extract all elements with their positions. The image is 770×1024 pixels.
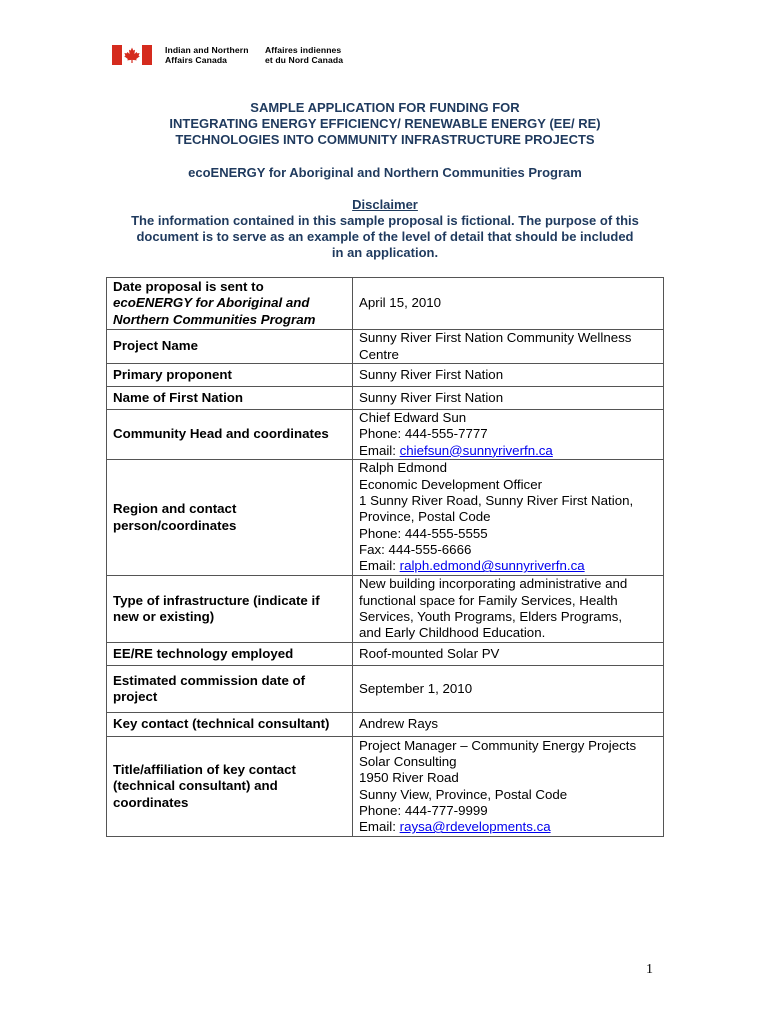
table-row [107, 643, 664, 666]
email-link[interactable]: ralph.edmond@sunnyriverfn.ca [399, 558, 585, 574]
row-value: April 15, 2010 [353, 278, 664, 330]
row-label: Primary proponent [107, 364, 353, 387]
canada-flag-icon [112, 45, 152, 65]
title-line: TECHNOLOGIES INTO COMMUNITY INFRASTRUCTURE PROJECTS [175, 132, 595, 148]
row-value: Ralph Edmond Economic Development Officer 1 Sunny River Road, Sunny River First Nation, Province, Postal Code Phone: 444-555-5555 Fax: 444-555-6666 Email: ralph.edmond@sunnyriverfn.ca [353, 460, 664, 576]
row-label: Type of infrastructure (indicate if new or existing) [107, 576, 353, 643]
row-value: Sunny River First Nation [353, 387, 664, 410]
row-value: September 1, 2010 [353, 666, 664, 713]
document-title-block [80, 100, 690, 261]
title-line: INTEGRATING ENERGY EFFICIENCY/ RENEWABLE ENERGY (EE/ RE) [169, 116, 601, 132]
department-name-french: Affaires indiennes et du Nord Canada [265, 45, 344, 65]
disclaimer-text: The information contained in this sample proposal is fictional. The purpose of this [131, 212, 639, 228]
row-value: Sunny River First Nation Community Wellness Centre [353, 330, 664, 364]
table-row [107, 330, 664, 364]
row-value: Project Manager – Community Energy Projects Solar Consulting 1950 River Road Sunny View, Province, Postal Code Phone: 444-777-9999 Email: raysa@rdevelopments.ca [353, 737, 664, 837]
row-label: Key contact (technical consultant) [107, 713, 353, 737]
title-line: SAMPLE APPLICATION FOR FUNDING FOR [250, 100, 520, 115]
table-row [107, 737, 664, 837]
disclaimer-heading: Disclaimer [352, 196, 418, 212]
disclaimer-text: in an application. [331, 245, 439, 261]
row-label: Region and contact person/coordinates [107, 460, 353, 576]
row-label: Project Name [107, 330, 353, 364]
row-value: Sunny River First Nation [353, 364, 664, 387]
row-value: Andrew Rays [353, 713, 664, 737]
row-label: Community Head and coordinates [107, 410, 353, 460]
row-label: EE/RE technology employed [107, 643, 353, 666]
table-row [107, 278, 664, 330]
department-name-english: Indian and Northern Affairs Canada [165, 45, 249, 65]
email-link[interactable]: raysa@rdevelopments.ca [399, 819, 551, 835]
table-row [107, 666, 664, 713]
row-label: Estimated commission date of project [107, 666, 353, 713]
table-row [107, 713, 664, 737]
application-info-table [106, 277, 664, 837]
row-value: Chief Edward Sun Phone: 444-555-7777 Email: chiefsun@sunnyriverfn.ca [353, 410, 664, 460]
row-value: Roof-mounted Solar PV [353, 643, 664, 666]
row-value: New building incorporating administrative and functional space for Family Services, Health Services, Youth Programs, Elders Programs, and Early Childhood Education. [353, 576, 664, 643]
row-label: Title/affiliation of key contact (technical consultant) and coordinates [107, 737, 353, 837]
disclaimer-text: document is to serve as an example of the level of detail that should be included [136, 228, 634, 244]
row-label: Date proposal is sent to ecoENERGY for Aboriginal and Northern Communities Program [107, 278, 353, 330]
program-name: ecoENERGY for Aboriginal and Northern Communities Program [188, 164, 582, 180]
page-number: 1 [646, 962, 653, 977]
table-row [107, 460, 664, 576]
table-row [107, 410, 664, 460]
row-label: Name of First Nation [107, 387, 353, 410]
department-header [112, 45, 355, 69]
email-link[interactable]: chiefsun@sunnyriverfn.ca [399, 442, 553, 458]
table-row [107, 576, 664, 643]
table-row [107, 364, 664, 387]
table-row [107, 387, 664, 410]
